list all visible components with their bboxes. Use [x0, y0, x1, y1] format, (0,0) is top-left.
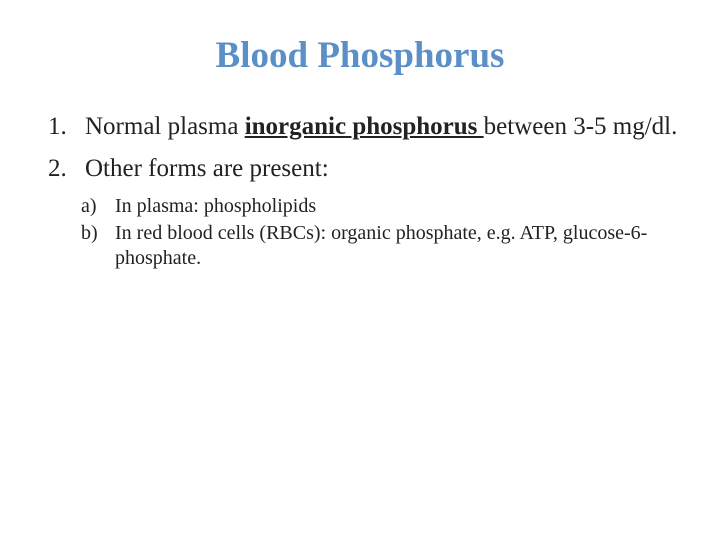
highlighted-term: inorganic phosphorus: [244, 113, 484, 140]
list-item-1-text-after: between 3-5 mg/dl.: [483, 113, 678, 140]
sub-item-b-text: In red blood cells (RBCs): organic phosphate, e.g. ATP, glucose-6-phosphate.: [115, 222, 648, 269]
list-item-1-text-before: Normal plasma: [85, 113, 245, 140]
sub-list: [81, 194, 698, 271]
list-marker-2: 2.: [48, 155, 67, 182]
list-item-2-text: Other forms are present:: [85, 155, 329, 182]
sub-item-b: [81, 221, 698, 271]
main-list: [48, 112, 698, 283]
list-item-1: [48, 112, 698, 142]
sub-item-a-text: In plasma: phospholipids: [115, 195, 317, 217]
sub-item-a: [81, 194, 698, 219]
sub-marker-a: a): [81, 195, 97, 217]
list-marker-1: 1.: [48, 113, 67, 140]
sub-marker-b: b): [81, 222, 98, 244]
list-item-2: [48, 154, 698, 271]
slide-title: Blood Phosphorus: [215, 35, 505, 76]
